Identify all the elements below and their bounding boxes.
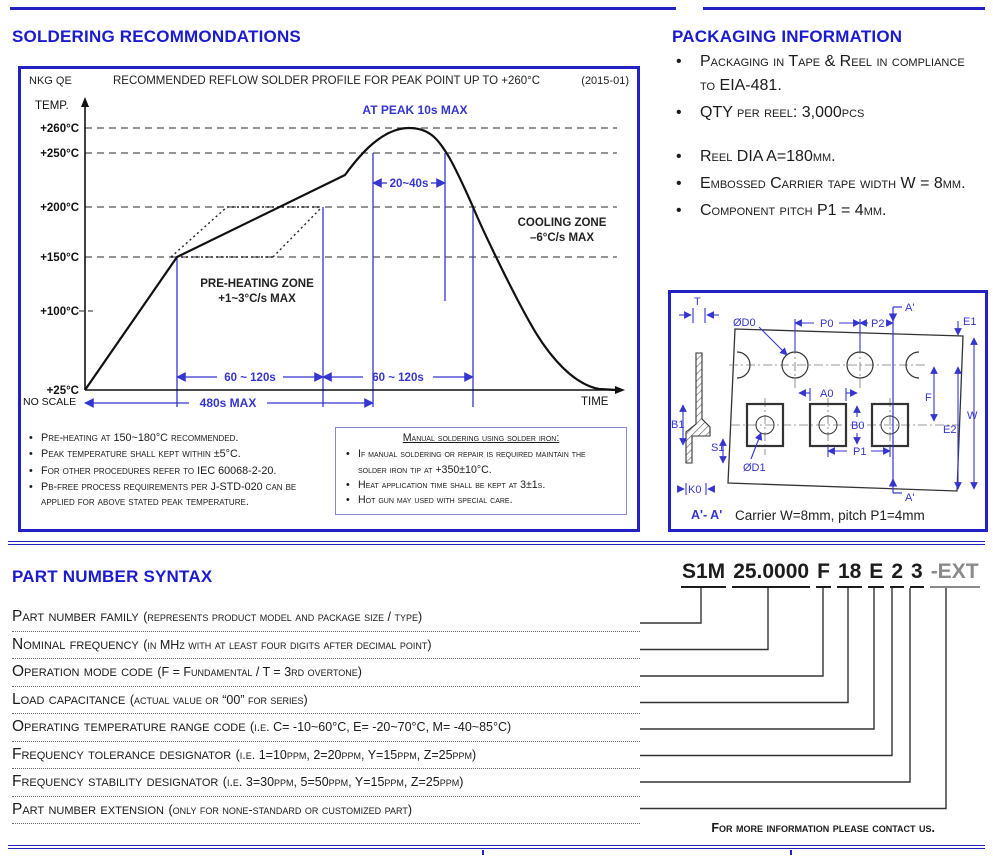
carrier-tape-box (668, 290, 988, 532)
packaging-item: • Component pitch P1 = 4mm. (672, 199, 984, 223)
chart-title: RECOMMENDED REFLOW SOLDER PROFILE FOR PEAK POINT UP TO +260°C (112, 75, 541, 87)
section-line (893, 307, 902, 493)
manual-item: • Heat application time shall be kept at 3±1s. (345, 478, 617, 493)
svg-text:A': A' (905, 492, 915, 504)
svg-text:A0: A0 (820, 388, 834, 400)
pn-segment-family: S1M (681, 560, 726, 588)
pn-segment-tolerance: 2 (890, 560, 904, 588)
pn-row-stability: Frequency stability designator (i.e. 3=30ppm, 5=50ppm, Y=15ppm, Z=25ppm) (12, 769, 640, 797)
carrier-caption: Carrier W=8mm, pitch P1=4mm (735, 508, 925, 523)
pn-row-family: Part number family (represents product model and package size / type) (12, 604, 640, 632)
manual-soldering-title: Manual soldering using solder iron: (402, 432, 560, 444)
reflow-duration-label: 60 ~ 120s (372, 372, 424, 384)
svg-text:+260°C: +260°C (40, 123, 79, 135)
packaging-list (672, 50, 984, 226)
part-number-example (681, 560, 980, 588)
preheat-duration-label: 60 ~ 120s (224, 372, 276, 384)
svg-text:A': A' (905, 302, 915, 314)
contact-footer: For more information please contact us. (711, 821, 935, 835)
note-item: • Pb-free process requirements per J-STD-020 can be applied for above stated peak temperature. (27, 480, 331, 511)
pn-segment-temp: E (868, 560, 884, 588)
svg-text:E2: E2 (943, 424, 957, 436)
packaging-item: • Packaging in Tape & Reel in compliance to EIA-481. (672, 50, 984, 98)
pn-row-load: Load capacitance (actual value or “00” for series) (12, 687, 640, 715)
svg-text:+150°C: +150°C (40, 252, 79, 264)
section-divider (8, 541, 985, 545)
peak-note: AT PEAK 10s MAX (362, 103, 468, 117)
pn-row-temperature: Operating temperature range code (i.e. C= -10~60°C, E= -20~70°C, M= -40~85°C) (12, 714, 640, 742)
soldering-heading: SOLDERING RECOMMONDATIONS (12, 27, 301, 46)
packaging-item: • Embossed Carrier tape width W = 8mm. (672, 172, 984, 196)
note-item: • Pre-heating at 150~180°C recommended. (27, 431, 331, 446)
section-caption: A'- A' (691, 508, 723, 522)
svg-text:+100°C: +100°C (40, 306, 79, 318)
tape-section-profile (686, 353, 710, 463)
svg-text:ØD1: ØD1 (743, 462, 766, 474)
note-item: • For other procedures refer to IEC 60068-2-20. (27, 464, 331, 479)
pn-segment-extension: -EXT (930, 560, 980, 588)
pn-segment-frequency: 25.0000 (732, 560, 810, 588)
packaging-item: • Reel DIA A=180mm. (672, 145, 984, 169)
svg-text:+250°C: +250°C (40, 148, 79, 160)
svg-text:S1: S1 (711, 442, 725, 454)
svg-text:K0: K0 (688, 484, 702, 496)
part-number-rows (12, 604, 640, 824)
pn-row-mode: Operation mode code (F = Fundamental / T = 3rd overtone) (12, 659, 640, 687)
reflow-profile-box (18, 66, 640, 532)
temp-axis-label: TEMP. (35, 100, 69, 112)
svg-text:E1: E1 (963, 316, 977, 328)
dimension-labels (671, 296, 978, 504)
svg-text:B1: B1 (671, 419, 685, 431)
svg-text:P0: P0 (820, 318, 834, 330)
top-rule-left (10, 7, 676, 10)
y-tick-labels (40, 123, 79, 397)
svg-text:+200°C: +200°C (40, 202, 79, 214)
svg-text:+1~3°C/s MAX: +1~3°C/s MAX (218, 293, 296, 305)
part-number-connectors (636, 588, 993, 820)
carrier-tape-drawing (671, 293, 985, 529)
svg-text:P1: P1 (853, 446, 867, 458)
solder-profile-curve (85, 128, 617, 390)
x-axis-arrow (615, 386, 625, 394)
manual-item: • Hot gun may used with special care. (345, 493, 617, 508)
svg-text:F: F (925, 392, 932, 404)
reflow-profile-chart (21, 93, 631, 443)
time-axis-label: TIME (581, 396, 609, 408)
chart-header (21, 73, 637, 89)
soldering-notes (27, 431, 331, 512)
y-axis-arrow (81, 97, 89, 107)
pn-segment-stability: 3 (910, 560, 924, 588)
total-duration-label: 480s MAX (199, 396, 257, 410)
no-scale-label: NO SCALE (23, 396, 77, 408)
svg-text:PRE-HEATING ZONE: PRE-HEATING ZONE (200, 278, 314, 290)
zone-labels (200, 217, 606, 305)
peak-window-label: 20~40s (389, 178, 429, 190)
pn-row-frequency: Nominal frequency (in MHz with at least four digits after decimal point) (12, 632, 640, 660)
footer-tick (482, 850, 484, 855)
chart-revision: (2015-01) (581, 75, 629, 87)
packaging-heading: PACKAGING INFORMATION (672, 27, 903, 46)
packaging-item: • QTY per reel: 3,000pcs (672, 101, 984, 125)
bottom-rule (8, 845, 985, 849)
pn-row-tolerance: Frequency tolerance designator (i.e. 1=10ppm, 2=20ppm, Y=15ppm, Z=25ppm) (12, 742, 640, 770)
top-rule-right (703, 7, 985, 10)
axes (85, 105, 617, 390)
pn-segment-load: 18 (837, 560, 862, 588)
svg-text:ØD0: ØD0 (733, 317, 756, 329)
manual-item: • If manual soldering or repair is required maintain the solder iron tip at +350±10°C. (345, 447, 617, 478)
svg-text:–6°C/s MAX: –6°C/s MAX (529, 232, 595, 244)
svg-text:W: W (967, 410, 978, 422)
manual-soldering-box (335, 427, 627, 515)
svg-text:+25°C: +25°C (46, 385, 79, 397)
footer-tick (790, 850, 792, 855)
svg-text:B0: B0 (851, 420, 865, 432)
note-item: • Peak temperature shall kept within ±5°C. (27, 447, 331, 462)
svg-text:P2: P2 (871, 318, 885, 330)
pn-row-extension: Part number extension (only for none-standard or customized part) (12, 797, 640, 825)
part-number-heading: PART NUMBER SYNTAX (12, 567, 213, 586)
svg-text:COOLING ZONE: COOLING ZONE (517, 217, 607, 229)
pn-segment-mode: F (816, 560, 831, 588)
chart-maker: NKG QE (29, 75, 72, 87)
svg-text:T: T (694, 296, 701, 308)
